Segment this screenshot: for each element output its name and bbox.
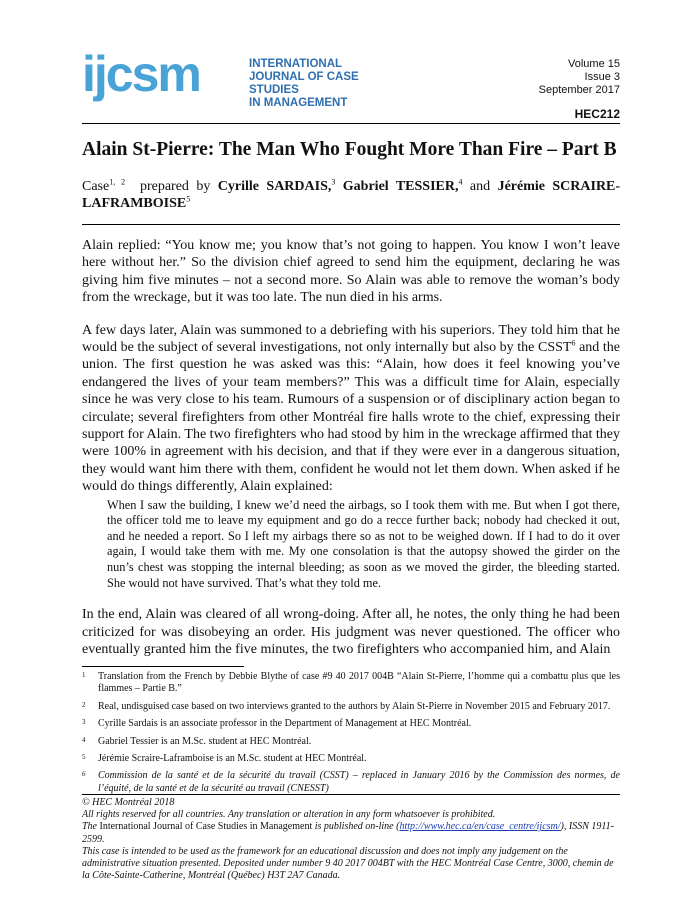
author-1-ref[interactable]: 3 — [331, 177, 336, 187]
footnote-5 — [82, 753, 620, 765]
logo-line-3: IN MANAGEMENT — [249, 97, 348, 109]
logo-line-2: JOURNAL OF CASE STUDIES — [249, 71, 359, 96]
footnote-4 — [82, 736, 620, 748]
footnote-rule — [82, 666, 244, 667]
and-word: and — [469, 179, 491, 194]
csst-footnote-ref[interactable]: 6 — [571, 338, 576, 348]
publication-notice: The International Journal of Case Studies in Management is published on-line (http://www.hec.ca/en/case_centre/ijcsm/), ISSN 1911-2599. — [82, 821, 614, 845]
footnote-number: 5 — [82, 753, 86, 762]
footnote-3 — [82, 718, 620, 730]
legal-rule — [82, 794, 620, 795]
case-footnote-ref[interactable]: 1, 2 — [109, 177, 126, 187]
journal-name: International Journal of Case Studies in Management — [99, 821, 313, 833]
footnote-text: Translation from the French by Debbie Blythe of case #9 40 2017 004B “Alain St-Pierre, l’homme qui a combattu plus que les flammes – Partie B.” — [98, 671, 620, 695]
copyright: © HEC Montréal 2018 — [82, 797, 175, 808]
footnote-number: 6 — [82, 770, 86, 779]
body-text — [82, 237, 620, 673]
issue-date: September 2017 — [538, 84, 620, 96]
footnote-text: Jérémie Scraire-Laframboise is an M.Sc. student at HEC Montréal. — [98, 753, 367, 765]
logo-line-1: INTERNATIONAL — [249, 58, 343, 70]
disclaimer: This case is intended to be used as the framework for an educational discussion and does not imply any judgement on the administrative situation presented. Deposited under number 9 40 2017 004BT with the HEC Montréal Case Centre, 3000, chemin de la Côte-Sainte-Catherine, Montréal (Québec) H3T 2A7 Canada. — [82, 845, 614, 882]
journal-logo — [82, 42, 382, 112]
author-3: Jérémie SCRAIRE-LAFRAMBOISE — [82, 179, 621, 211]
byline — [82, 178, 620, 212]
paragraph-2-a: A few days later, Alain was summoned to a debriefing with his superiors. They told him that he would be the subject of several investigations, not only internally but also by the CSST — [82, 322, 620, 356]
journal-link[interactable]: http://www.hec.ca/en/case_centre/ijcsm/ — [399, 821, 561, 833]
footnote-2 — [82, 701, 620, 713]
footnote-text: Real, undisguised case based on two interviews granted to the authors by Alain St-Pierre in November 2015 and February 2017. — [98, 700, 611, 712]
footnotes — [82, 671, 620, 800]
case-code: HEC212 — [574, 107, 620, 121]
paragraph-2-b: and the union. The first question he was asked was this: “Alain, how does it feel knowing you’ve endangered the lives of your team members?” This was a difficult time for Alain, especially since he was very close to his team. Rumours of a suspension or of disciplinary action began to circulate; several firefighters from other Montréal fire halls wrote to the chief, expressing their support for Alain. The two firefighters who had stood by him in the wreckage affirmed that they were 100% in agreement with his decision, and that if they were ever in a dangerous situation, they would want him there with them, confident he would not let them down. When asked if he would do things differently, Alain explained: — [82, 340, 620, 495]
paragraph-3: In the end, Alain was cleared of all wrong-doing. After all, he notes, the only thing he had been criticized for was disobeying an order. His judgment was never questioned. The officer who eventually granted him the five minutes, the two firefighters who accompanied him, and Alain — [82, 607, 620, 658]
prepared-by: prepared by — [139, 179, 211, 194]
footnote-text: Gabriel Tessier is an M.Sc. student at HEC Montréal. — [98, 735, 312, 747]
issue-info — [539, 58, 620, 97]
logo-text — [249, 58, 382, 110]
issue-number: Issue 3 — [584, 71, 620, 83]
rights-notice: All rights reserved for all countries. Any translation or alteration in any form whatsoever is prohibited. — [82, 809, 496, 821]
author-3-ref[interactable]: 5 — [186, 194, 191, 204]
author-1: Cyrille SARDAIS, — [217, 179, 332, 194]
footnote-number: 2 — [82, 700, 86, 709]
case-word: Case — [82, 179, 110, 194]
block-quote: When I saw the building, I knew we’d need the airbags, so I took them with me. But when I got there, the officer told me to leave my equipment and go do a recce further back; nobody had checked it out, and he needed a report. So I left my airbags there so as not to be weighed down. If I had to do it over again, I would take them with me. My one consolation is that the autopsy showed the girder on the nun’s chest was stopping the internal bleeding; as soon as we moved the girder, the bleeding started. She would not have survived. That’s what they told me. — [107, 497, 620, 590]
page-title: Alain St-Pierre: The Man Who Fought More Than Fire – Part B — [82, 139, 617, 160]
paragraph-2 — [82, 322, 620, 496]
footnote-6 — [82, 770, 620, 795]
header-rule — [82, 123, 620, 124]
legal-notice — [82, 797, 620, 882]
footnote-number: 3 — [82, 718, 86, 727]
author-2-ref[interactable]: 4 — [458, 177, 463, 187]
paragraph-1: Alain replied: “You know me; you know that’s not going to happen. You know I won’t leave here without her.” So the division chief agreed to send him the equipment, declaring he was giving him five minutes – not a second more. So Alain was able to remove the woman’s body from the wreckage, but it was too late. The nun died in his arms. — [82, 238, 620, 306]
footnote-number: 1 — [82, 671, 86, 679]
footnote-1 — [82, 671, 620, 696]
footnote-number: 4 — [82, 735, 86, 744]
logo-mark: ijcsm — [82, 46, 200, 102]
footnote-text: Cyrille Sardais is an associate professor in the Department of Management at HEC Montréal. — [98, 718, 472, 730]
footnote-text: Commission de la santé et de la sécurité du travail (CSST) – replaced in January 2016 by the Commission des normes, de l’équité, de la santé et de la sécurité au travail (CNESST) — [98, 770, 620, 794]
byline-rule — [82, 224, 620, 225]
volume: Volume 15 — [568, 58, 620, 70]
author-2: Gabriel TESSIER, — [342, 179, 459, 194]
